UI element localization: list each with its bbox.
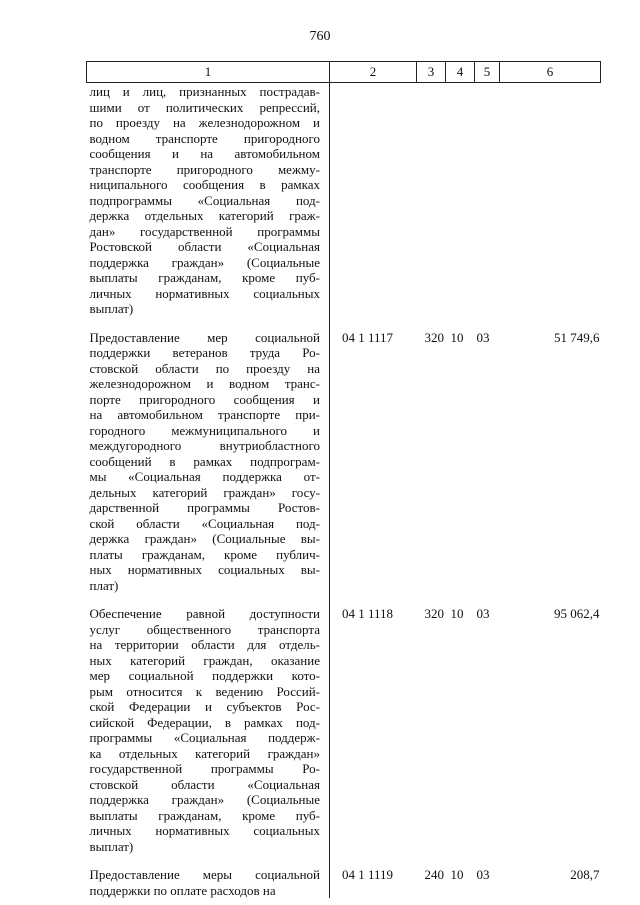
desc-line: сийской Федерации, в рамках под-	[89, 714, 320, 730]
desc-line: стовской области по проезду на	[89, 360, 320, 376]
desc-line: программы «Социальная поддерж-	[89, 730, 320, 745]
desc-line: выплаты гражданам, кроме пуб-	[89, 270, 320, 285]
desc-line: порте пригородного сообщения и	[89, 391, 320, 407]
desc-line: Предоставление мер социальной	[89, 329, 320, 345]
row-code	[330, 83, 417, 317]
desc-line: поддержки ветеранов труда Ро-	[89, 345, 320, 360]
row-pr: 03	[476, 606, 490, 621]
row-pr	[475, 83, 500, 317]
desc-line: железнодорожном и водном транс-	[89, 376, 320, 391]
table-row	[87, 317, 601, 594]
desc-line: государственной программы Ро-	[89, 761, 320, 776]
table-row-continuation	[87, 83, 601, 317]
desc-line: подпрограммы «Социальная под-	[89, 192, 320, 208]
page-number: 760	[309, 29, 331, 44]
row-code: 04 1 1118	[342, 606, 394, 621]
desc-line: стовской области «Социальная	[89, 776, 320, 792]
row-description	[87, 593, 330, 854]
header-col-3: 3	[417, 62, 446, 83]
row-pr: 03	[476, 867, 490, 882]
desc-line: поддержки по оплате расходов на	[89, 882, 276, 898]
row-vr: 320	[424, 329, 444, 345]
row-sum: 95 062,4	[554, 606, 600, 621]
header-col-6: 6	[500, 62, 601, 83]
desc-line: личных нормативных социальных	[89, 285, 320, 301]
row-description	[87, 83, 330, 317]
row-rz: 10	[450, 606, 464, 621]
desc-line: по проезду на железнодорожном и	[89, 115, 320, 130]
desc-line: ской области «Социальная под-	[89, 515, 320, 531]
budget-table	[86, 61, 601, 898]
row-sum	[500, 83, 601, 317]
row-rz	[446, 83, 475, 317]
table-row	[87, 854, 601, 898]
desc-line: мер социальной поддержки кото-	[89, 668, 320, 683]
desc-line: междугородного внутриобластного	[89, 438, 320, 453]
row-sum: 208,7	[570, 867, 600, 882]
row-description	[87, 317, 330, 594]
desc-line: держка отдельных категорий граж-	[89, 208, 320, 223]
desc-line: личных нормативных социальных	[89, 823, 320, 838]
row-rz: 10	[450, 329, 464, 345]
desc-line: услуг общественного транспорта	[89, 621, 320, 637]
desc-line: поддержка граждан» (Социальные	[89, 254, 320, 270]
header-col-2: 2	[330, 62, 417, 83]
row-sum: 51 749,6	[554, 329, 600, 345]
desc-line: дан» государственной программы	[89, 223, 320, 239]
desc-line: Предоставление меры социальной	[89, 867, 320, 882]
desc-line: платы гражданам, кроме публич-	[89, 546, 320, 562]
desc-line: выплат)	[89, 838, 134, 854]
desc-line: городного межмуниципального и	[89, 422, 320, 438]
desc-line: на автомобильном транспорте при-	[89, 407, 320, 422]
desc-line: держка граждан» (Социальные вы-	[89, 531, 320, 546]
header-row	[87, 62, 601, 83]
table-row	[87, 593, 601, 854]
row-vr: 320	[424, 606, 444, 621]
row-vr	[417, 83, 446, 317]
desc-line: сообщения и на автомобильном	[89, 146, 320, 161]
table-body	[87, 83, 601, 899]
desc-line: дельных категорий граждан» госу-	[89, 484, 320, 500]
header-col-4: 4	[446, 62, 475, 83]
row-description	[87, 854, 330, 898]
row-vr: 240	[424, 867, 444, 882]
desc-line: плат)	[89, 577, 119, 593]
row-rz: 10	[450, 867, 464, 882]
desc-line: Ростовской области «Социальная	[89, 239, 320, 254]
desc-line: ных нормативных социальных вы-	[89, 562, 320, 577]
desc-line: транспорте пригородного межму-	[89, 161, 320, 177]
desc-line: ных категорий граждан, оказание	[89, 652, 320, 668]
desc-line: ка отдельных категорий граждан»	[89, 745, 320, 761]
header-col-1: 1	[87, 62, 330, 83]
desc-line: ниципального сообщения в рамках	[89, 177, 320, 192]
desc-line: шими от политических репрессий,	[89, 99, 320, 115]
header-col-5: 5	[475, 62, 500, 83]
desc-line: поддержка граждан» (Социальные	[89, 792, 320, 807]
desc-line: сообщений в рамках подпрограм-	[89, 453, 320, 469]
desc-line: Обеспечение равной доступности	[89, 606, 320, 621]
desc-line: водном транспорте пригородного	[89, 130, 320, 146]
desc-line: дарственной программы Ростов-	[89, 500, 320, 515]
desc-line: ской Федерации и субъектов Рос-	[89, 699, 320, 714]
desc-line: выплат)	[89, 301, 134, 316]
row-code: 04 1 1119	[342, 867, 394, 882]
desc-line: выплаты гражданам, кроме пуб-	[89, 807, 320, 823]
desc-line: на территории области для отдель-	[89, 637, 320, 652]
desc-line: мы «Социальная поддержка от-	[89, 469, 320, 484]
desc-line: лиц и лиц, признанных пострадав-	[89, 84, 320, 99]
row-code: 04 1 1117	[342, 329, 394, 345]
desc-line: рым относится к ведению Россий-	[89, 683, 320, 699]
table-header	[87, 62, 601, 83]
row-pr: 03	[476, 329, 490, 345]
